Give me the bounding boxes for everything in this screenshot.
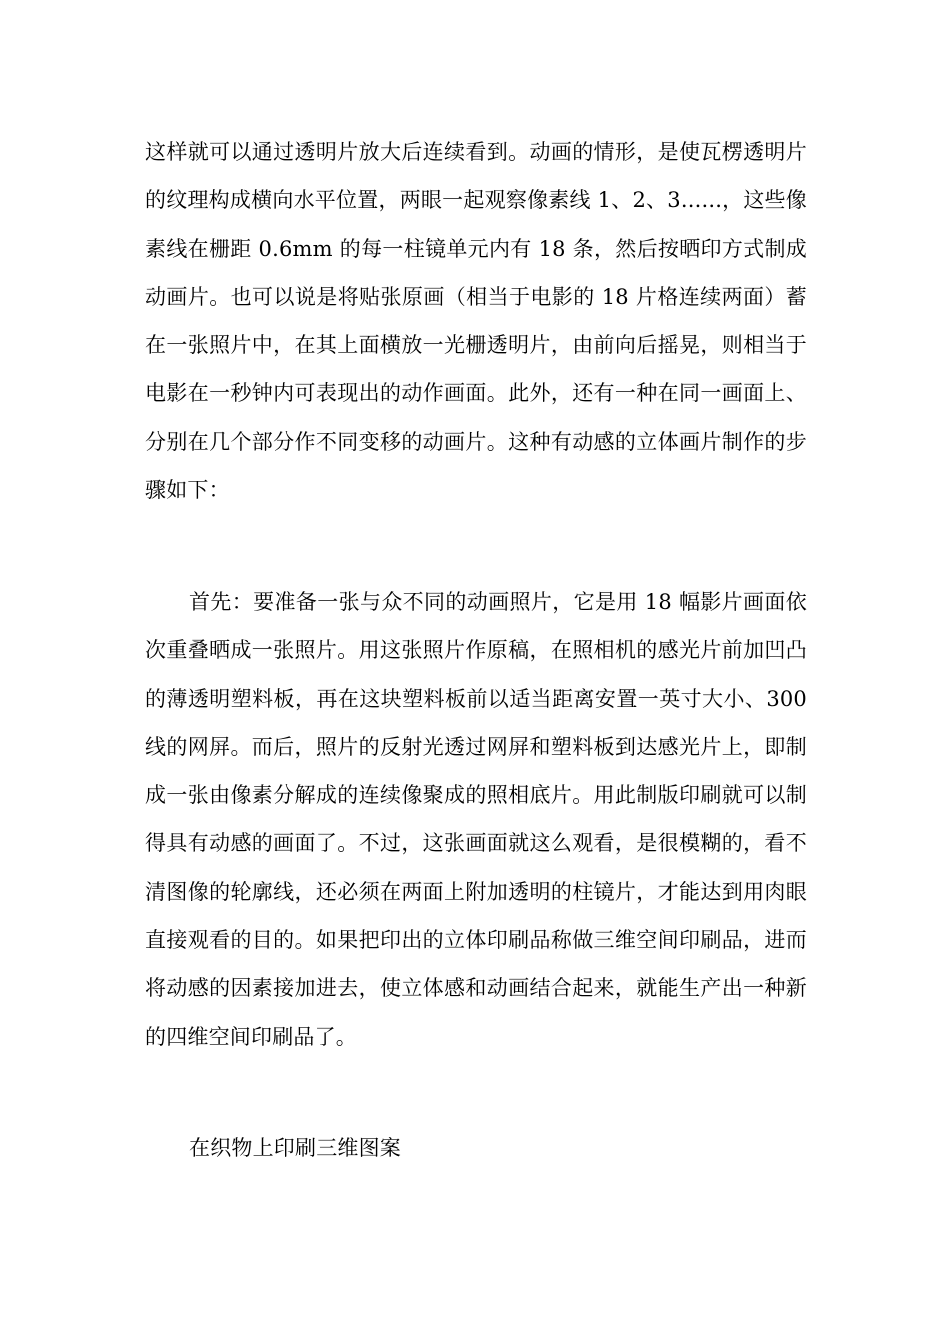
section-heading: 在织物上印刷三维图案 bbox=[189, 1136, 401, 1160]
body-paragraph-2: 首先：要准备一张与众不同的动画照片，它是用 18 幅影片画面依次重叠晒成一张照片。用这张照片作原稿，在照相机的感光片前加凹凸的薄透明塑料板，再在这块塑料板前以适当距离安置一英寸大小、300 线的网屏。而后，照片的反射光透过网屏和塑料板到达感光片上，即制成一张由像素分解成的连续像聚成的照相底片。用此制版印刷就可以制得具有动感的画面了。不过，这张画面就这么观看，是很模糊的，看不清图像的轮廓线，还必须在两面上附加透明的柱镜片，才能达到用肉眼直接观看的目的。如果把印出的立体印刷品称做三维空间印刷品，进而将动感的因素接加进去，使立体感和动画结合起来，就能生产出一种新的四维空间印刷品了。 bbox=[145, 590, 807, 1049]
body-paragraph-1: 这样就可以通过透明片放大后连续看到。动画的情形，是使瓦楞透明片的纹理构成横向水平位置，两眼一起观察像素线 1、2、3......，这些像素线在栅距 0.6mm 的每一柱镜单元内有 18 条，然后按晒印方式制成动画片。也可以说是将贴张原画（相当于电影的 18 片格连续两面）蓄在一张照片中，在其上面横放一光栅透明片，由前向后摇晃，则相当于电影在一秒钟内可表现出的动作画面。此外，还有一种在同一画面上、分别在几个部分作不同变移的动画片。这种有动感的立体画片制作的步骤如下： bbox=[145, 140, 807, 503]
